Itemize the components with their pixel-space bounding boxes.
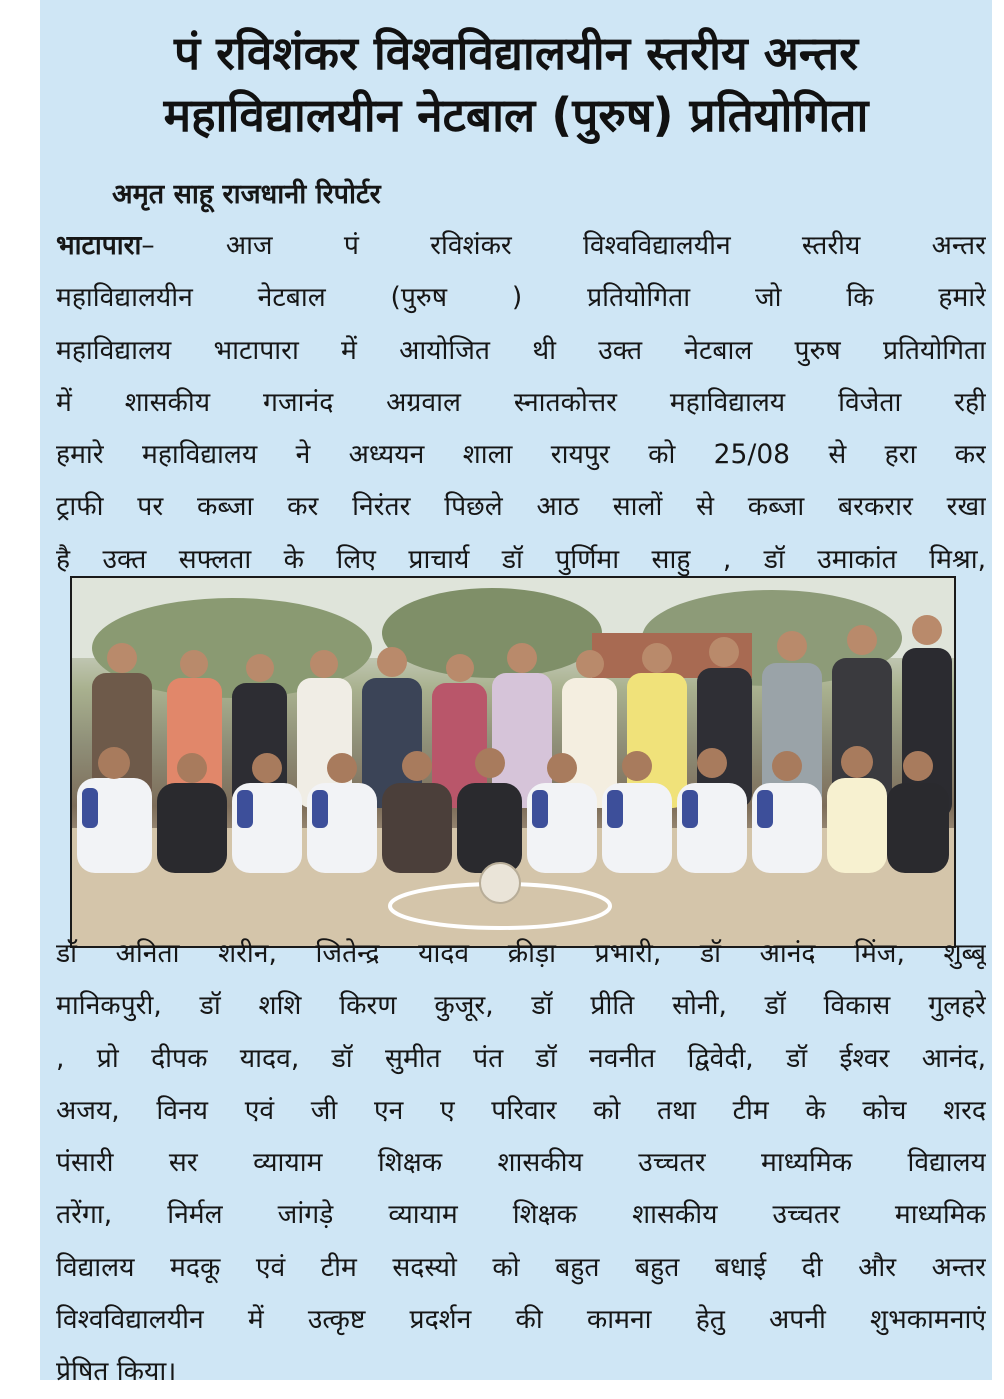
paragraph-line: , प्रो दीपक यादव, डॉ सुमीत पंत डॉ नवनीत द्विवेदी, डॉ ईश्वर आनंद, xyxy=(56,1042,986,1074)
paragraph-line: डॉ अनिता शरीन, जितेन्द्र यादव क्रीड़ा प्रभारी, डॉ आनंद मिंज, शुब्बू xyxy=(56,938,986,969)
dateline-place: भाटापारा xyxy=(56,230,142,261)
paragraph-line-text: – आज पं रविशंकर विश्वविद्यालयीन स्तरीय अन्तर xyxy=(141,230,986,261)
paragraph-line: पंसारी सर व्यायाम शिक्षक शासकीय उच्चतर माध्यमिक विद्यालय xyxy=(56,1147,986,1179)
headline-line-1: पं रविशंकर विश्वविद्यालयीन स्तरीय अन्तर xyxy=(173,26,859,80)
paragraph-line: प्रेषित किया। xyxy=(56,1356,177,1388)
paragraph-line: महाविद्यालयीन नेटबाल (पुरुष ) प्रतियोगिता जो कि हमारे xyxy=(56,282,986,314)
paragraph-line: अजय, विनय एवं जी एन ए परिवार को तथा टीम के कोच शरद xyxy=(56,1094,986,1126)
paragraph-line: विश्वविद्यालयीन में उत्कृष्ट प्रदर्शन की कामना हेतु अपनी शुभकामनाएं xyxy=(56,1304,986,1336)
article-paragraph-2 xyxy=(56,928,986,1399)
team-photo-illustration xyxy=(72,578,954,946)
paragraph-line: विद्यालय मदकू एवं टीम सदस्यो को बहुत बहुत बधाई दी और अन्तर xyxy=(56,1251,986,1283)
paragraph-line: तरेंगा, निर्मल जांगड़े व्यायाम शिक्षक शासकीय उच्चतर माध्यमिक xyxy=(56,1199,986,1231)
headline-line-2: महाविद्यालयीन नेटबाल (पुरुष) प्रतियोगिता xyxy=(163,88,869,142)
paragraph-line: महाविद्यालय भाटापारा में आयोजित थी उक्त नेटबाल पुरुष प्रतियोगिता xyxy=(56,334,986,366)
paragraph-line: है उक्त सफ्लता के लिए प्राचार्य डॉ पुर्णिमा साहु , डॉ उमाकांत मिश्रा, xyxy=(56,543,986,575)
paragraph-line: मानिकपुरी, डॉ शशि किरण कुजूर, डॉ प्रीति सोनी, डॉ विकास गुलहरे xyxy=(56,990,986,1022)
paragraph-line xyxy=(56,220,986,272)
team-group-photo xyxy=(70,576,956,948)
article-paragraph-1 xyxy=(56,220,986,586)
paragraph-line: ट्राफी पर कब्जा कर निरंतर पिछले आठ सालों से कब्जा बरकरार रखा xyxy=(56,491,986,523)
newspaper-clipping xyxy=(40,0,992,1388)
headline xyxy=(40,22,992,146)
paragraph-line: में शासकीय गजानंद अग्रवाल स्नातकोत्तर महाविद्यालय विजेता रही xyxy=(56,386,986,418)
paragraph-line: हमारे महाविद्यालय ने अध्ययन शाला रायपुर को 25/08 से हरा कर xyxy=(56,439,986,471)
byline: अमृत साहू राजधानी रिपोर्टर xyxy=(112,179,381,210)
